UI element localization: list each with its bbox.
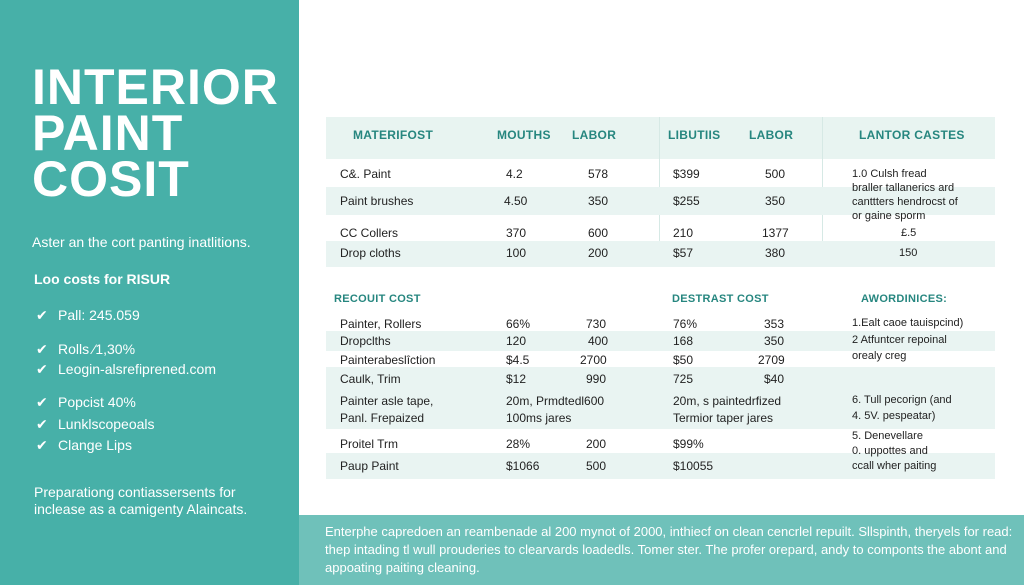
row-value: 1377 <box>762 226 789 240</box>
note-line: 6. Tull pecorign (and <box>852 394 952 406</box>
sidebar-intro: Aster an the cort panting inatlitions. <box>32 234 251 250</box>
row-value: 500 <box>586 459 607 473</box>
row-value: 380 <box>765 246 786 260</box>
row-item: Dropclths <box>340 334 391 348</box>
title-line: INTERIOR <box>32 59 279 115</box>
note-line: ccall wher paiting <box>852 460 937 472</box>
row-value: 2700 <box>580 353 607 367</box>
row-value: 990 <box>586 372 607 386</box>
column-header: MATERIFOST <box>353 128 434 142</box>
note-line: 1.0 Culsh fread <box>852 168 927 180</box>
row-value: 730 <box>586 317 607 331</box>
checklist-item <box>36 394 136 411</box>
row-item: Painter, Rollers <box>340 317 422 331</box>
row-value: 20m, s paintedrfized <box>673 394 782 408</box>
row-item: Proitel Trm <box>340 437 399 451</box>
checklist-label: Pall: 245.059 <box>58 307 140 323</box>
row-value: 28% <box>506 437 531 451</box>
checklist-label: Rolls ⁄1,30% <box>58 341 136 357</box>
row-value: 4.2 <box>506 167 523 181</box>
note-line: 1.Ealt caoe tauispcind) <box>852 317 964 329</box>
note-line: 0. uppottes and <box>852 445 928 457</box>
row-item: Painterabeslîction <box>340 353 436 367</box>
checklist-item <box>36 437 132 454</box>
table-row <box>326 221 995 243</box>
row-value: 370 <box>506 226 527 240</box>
row-value: 210 <box>673 226 694 240</box>
row-value: 350 <box>764 334 785 348</box>
note-line: orealy creg <box>852 350 907 362</box>
section-header: AWORDINICES: <box>861 293 948 305</box>
row-value: Termior taper jares <box>673 411 774 425</box>
section-header: DESTRAST COST <box>672 293 769 305</box>
sidebar-lead: Loo costs for RISUR <box>34 271 171 287</box>
row-item: Paint brushes <box>340 194 414 208</box>
row-value: 725 <box>673 372 694 386</box>
row-value: $1066 <box>506 459 540 473</box>
checklist-item <box>36 416 155 433</box>
row-item: C&. Paint <box>340 167 391 181</box>
row-item: Paup Paint <box>340 459 399 473</box>
column-header: LABOR <box>572 128 617 142</box>
sidebar-panel <box>0 0 299 585</box>
row-value: $12 <box>506 372 527 386</box>
row-value: $399 <box>673 167 700 181</box>
row-value: 100 <box>506 246 527 260</box>
column-header: MOUTHS <box>497 128 551 142</box>
row-value: $10055 <box>673 459 714 473</box>
row-value: $50 <box>673 353 694 367</box>
row-value: 66% <box>506 317 531 331</box>
check-icon: ✔ <box>36 341 48 357</box>
row-value: 120 <box>506 334 527 348</box>
note-line: £.5 <box>901 227 917 239</box>
note-line: braller tallanerics ard <box>852 182 955 194</box>
row-item: Painter asle tape, <box>340 394 434 408</box>
sidebar-footer-text: Preparationg contiassersents for inclease as a camigenty Alaincats. <box>34 484 248 517</box>
row-value: 76% <box>673 317 698 331</box>
title-line: PAINT <box>32 105 184 161</box>
row-value: 200 <box>588 246 609 260</box>
row-value: 350 <box>765 194 786 208</box>
title-line: COSIT <box>32 151 190 207</box>
row-item: Panl. Frepaized <box>340 411 425 425</box>
row-item: Caulk, Trim <box>340 372 401 386</box>
column-header: LANTOR CASTES <box>859 128 965 142</box>
section-header: RECOUIT COST <box>334 293 421 305</box>
row-value: 2709 <box>758 353 785 367</box>
row-value: 500 <box>765 167 786 181</box>
row-value: 578 <box>588 167 609 181</box>
checklist-item <box>36 341 135 358</box>
checklist-item <box>36 361 216 378</box>
note-line: 150 <box>899 247 918 259</box>
row-value: 353 <box>764 317 785 331</box>
checklist-label: Leogin-alsrefiprened.com <box>58 361 216 377</box>
note-line: 4. 5V. pespeatar) <box>852 410 936 422</box>
check-icon: ✔ <box>36 361 48 377</box>
note-line: 2 Atfuntcer repoinal <box>852 334 947 346</box>
page-title <box>32 59 279 207</box>
row-item: CC Collers <box>340 226 399 240</box>
table-row <box>326 241 995 267</box>
row-value: $40 <box>764 372 785 386</box>
row-item: Drop cloths <box>340 246 401 260</box>
row-value: $4.5 <box>506 353 530 367</box>
row-value: 200 <box>586 437 607 451</box>
row-value: 350 <box>588 194 609 208</box>
row-value: 100ms jares <box>506 411 572 425</box>
note-line: or gaine sporm <box>852 210 926 222</box>
row-value: $57 <box>673 246 694 260</box>
row-value: 4.50 <box>504 194 528 208</box>
row-value: $255 <box>673 194 700 208</box>
checklist-label: Clange Lips <box>58 437 132 453</box>
note-line: canttters hendrocst of <box>852 196 958 208</box>
note-line: 5. Denevellare <box>852 430 923 442</box>
check-icon: ✔ <box>36 437 48 453</box>
checklist-item <box>36 307 140 324</box>
check-icon: ✔ <box>36 416 48 432</box>
table-row <box>326 367 995 391</box>
footer-band <box>299 515 1024 585</box>
checklist-label: Popcist 40% <box>58 394 136 410</box>
cost-table <box>326 117 995 495</box>
row-value: 400 <box>588 334 609 348</box>
row-value: 168 <box>673 334 694 348</box>
column-header: LIBUTIIS <box>668 128 721 142</box>
check-icon: ✔ <box>36 394 48 410</box>
check-icon: ✔ <box>36 307 48 323</box>
checklist-label: Lunklscopeoals <box>58 416 155 432</box>
row-value: 600 <box>588 226 609 240</box>
column-header: LABOR <box>749 128 794 142</box>
row-value: 20m, Prmdtedl600 <box>506 394 605 408</box>
footer-text: Enterphe capredoen an reambenade al 200 mynot of 2000, inthiecf on clean cencrlel repuilt. Sllspinth, theryels for read: thep intading tl wull prouderies to clearvards loadedls. Tomer ster. The profer orepard, andy to componts the abont and appoating paiting cleaning. <box>325 524 1013 575</box>
row-value: $99% <box>673 437 704 451</box>
